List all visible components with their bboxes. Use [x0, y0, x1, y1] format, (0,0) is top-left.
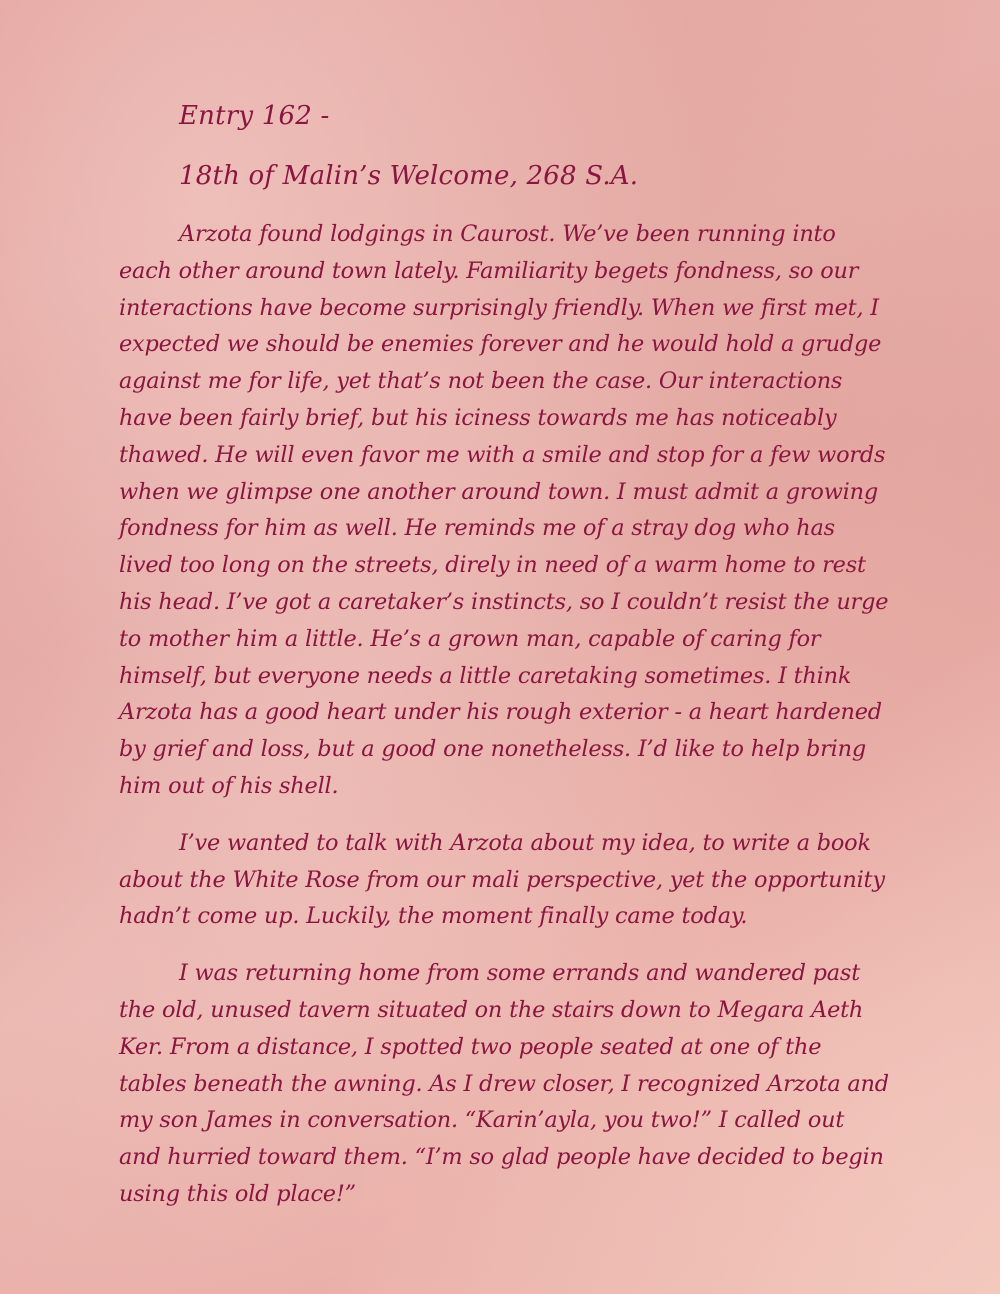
journal-entry	[119, 98, 891, 1233]
entry-date: 18th of Malin’s Welcome, 268 S.A.	[179, 161, 639, 191]
entry-paragraph-1: Arzota found lodgings in Caurost. We’ve been running into each other around town lately. Familiarity begets fondness, so our interactions have become surprisingly friendly. When we first met, I expected we should be enemies forever and he would hold a grudge against me for life, yet that’s not been the case. Our interactions have been fairly brief, but his iciness towards me has noticeably thawed. He will even favor me with a smile and stop for a few words when we glimpse one another around town. I must admit a growing fondness for him as well. He reminds me of a stray dog who has lived too long on the streets, direly in need of a warm home to rest his head. I’ve got a caretaker’s instincts, so I couldn’t resist the urge to mother him a little. He’s a grown man, capable of caring for himself, but everyone needs a little caretaking sometimes. I think Arzota has a good heart under his rough exterior - a heart hardened by grief and loss, but a good one nonetheless. I’d like to help bring him out of his shell.	[119, 221, 889, 799]
entry-paragraph-2: I’ve wanted to talk with Arzota about my idea, to write a book about the White Rose from our mali perspective, yet the opportunity hadn’t come up. Luckily, the moment finally came today.	[119, 829, 885, 930]
entry-title: Entry 162 -	[179, 101, 330, 131]
entry-paragraph-3: I was returning home from some errands and wandered past the old, unused tavern situated on the stairs down to Megara Aeth Ker. From a distance, I spotted two people seated at one of the tables beneath the awning. As I drew closer, I recognized Arzota and my son James in conversation. “Karin’ayla, you two!” I called out and hurried toward them. “I’m so glad people have decided to begin using this old place!”	[119, 960, 889, 1207]
